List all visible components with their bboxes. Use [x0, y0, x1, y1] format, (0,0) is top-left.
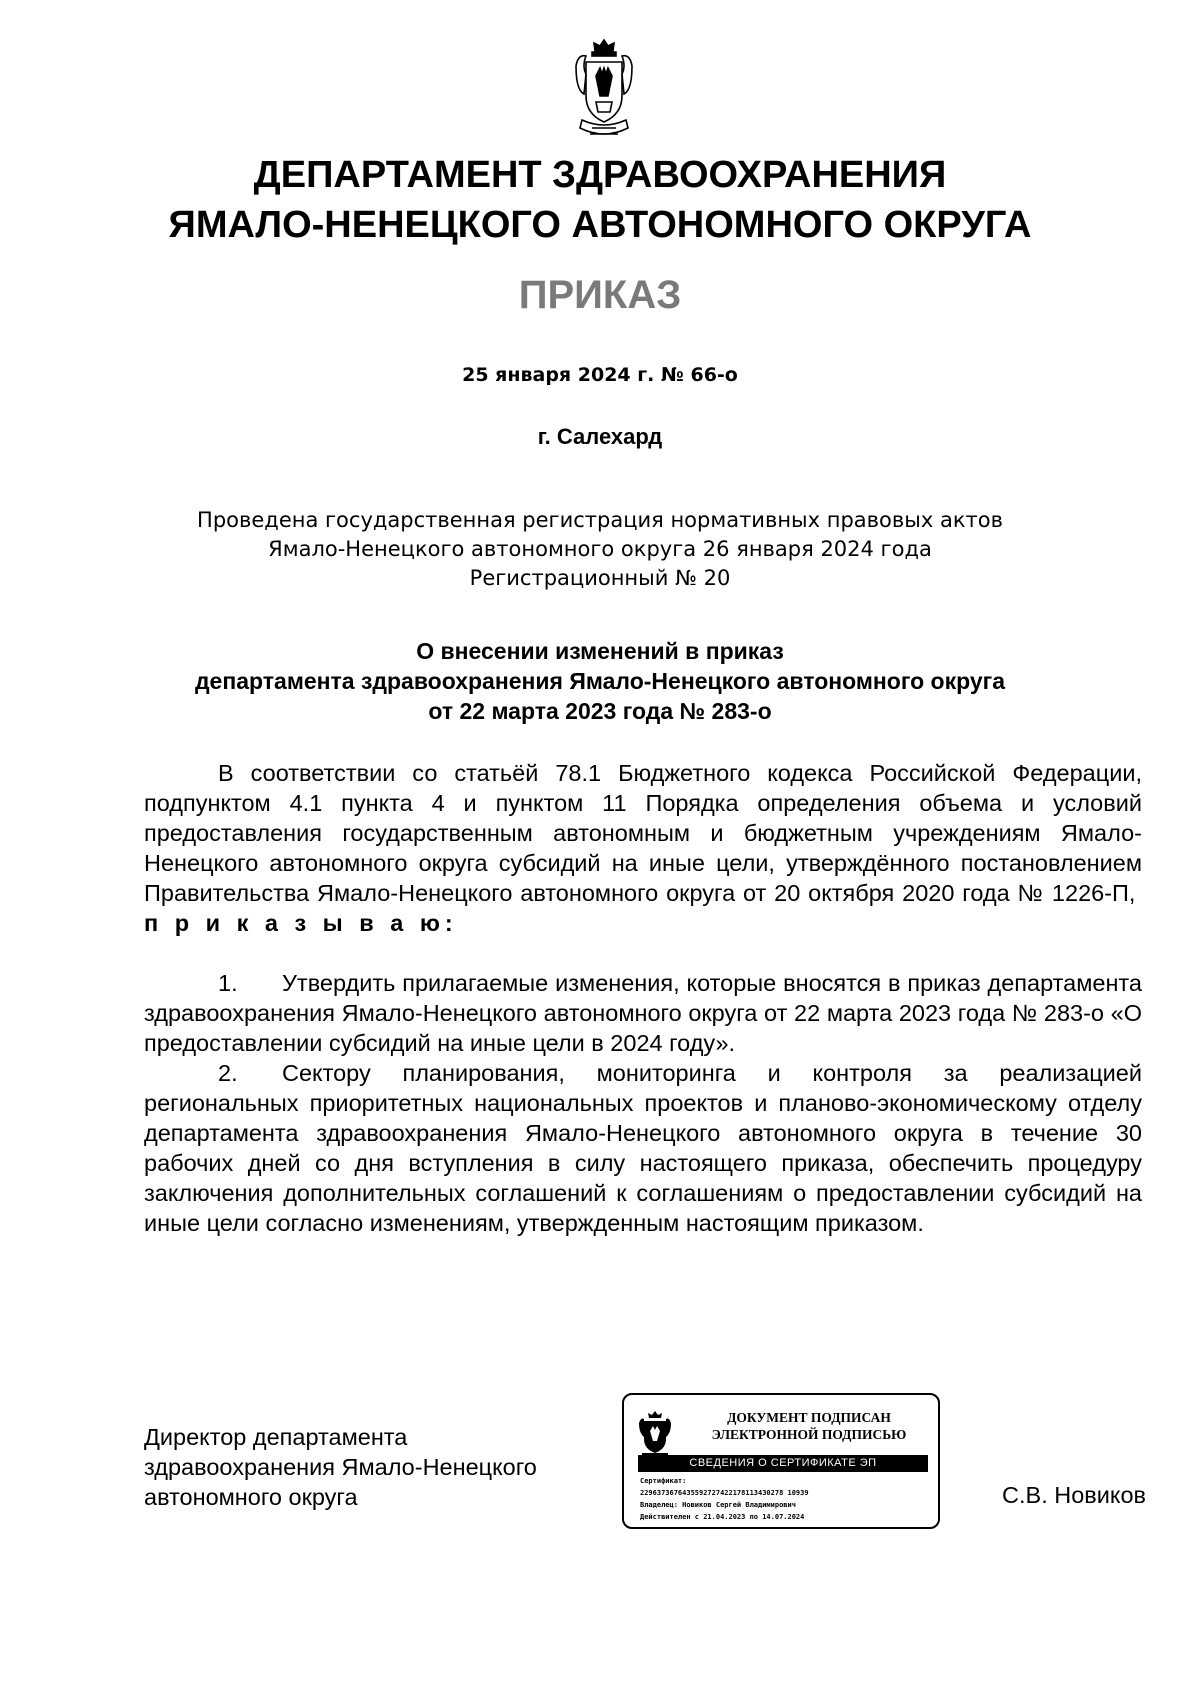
stamp-certificate-bar: СВЕДЕНИЯ О СЕРТИФИКАТЕ ЭП	[638, 1455, 928, 1472]
order-items	[144, 968, 1142, 1238]
document-type: ПРИКАЗ	[518, 273, 682, 317]
department-title-line1: ДЕПАРТАМЕНТ ЗДРАВООХРАНЕНИЯ	[253, 154, 947, 196]
stamp-certificate-label: Сертификат:	[640, 1477, 687, 1485]
order-item-text: Сектору планирования, мониторинга и контроля за реализацией региональных приоритетных национальных проектов и планово-экономическому отделу департамента здравоохранения Ямало-Ненецкого автономного округа в течение 30 рабочих дней со дня вступления в силу настоящего приказа, обеспечить процедуру заключения дополнительных соглашений к соглашениям о предоставлении субсидий на иные цели согласно изменениям, утвержденным настоящим приказом.	[144, 1060, 1142, 1236]
order-item-text: Утвердить прилагаемые изменения, которые вносятся в приказ департамента здравоохранения Ямало-Ненецкого автономного округа от 22 марта 2023 года № 283-о «О предоставлении субсидий на иные цели в 2024 году».	[144, 970, 1142, 1056]
registration-line2: Ямало-Ненецкого автономного округа 26 января 2024 года	[268, 537, 932, 561]
order-date-number: 25 января 2024 г. № 66-о	[462, 364, 738, 386]
stamp-validity: Действителен с 21.04.2023 по 14.07.2024	[640, 1513, 805, 1521]
stamp-title-line2: ЭЛЕКТРОННОЙ ПОДПИСЬЮ	[711, 1427, 907, 1442]
department-title	[0, 150, 1200, 250]
stamp-title	[684, 1409, 934, 1443]
registration-line1: Проведена государственная регистрация нормативных правовых актов	[197, 508, 1003, 532]
city: г. Салехард	[537, 424, 663, 449]
stamp-title-line1: ДОКУМЕНТ ПОДПИСАН	[727, 1410, 891, 1425]
stamp-certificate-details	[640, 1475, 932, 1523]
order-item	[144, 968, 1142, 1058]
registration-line3: Регистрационный № 20	[469, 566, 731, 590]
signer-position-line1: Директор департамента	[144, 1424, 408, 1450]
order-item-number: 2.	[218, 1060, 238, 1086]
order-subject	[0, 636, 1200, 726]
directive-word: п р и к а з ы в а ю:	[144, 910, 458, 936]
stamp-certificate-value: 2296373676435592727422178113430278 10939	[640, 1489, 809, 1497]
preamble-paragraph	[144, 758, 1142, 938]
electronic-signature-stamp	[622, 1393, 940, 1529]
department-title-line2: ЯМАЛО-НЕНЕЦКОГО АВТОНОМНОГО ОКРУГА	[168, 204, 1032, 246]
order-item-number: 1.	[218, 970, 238, 996]
preamble-text: В соответствии со статьёй 78.1 Бюджетного кодекса Российской Федерации, подпунктом 4.1 пункта 4 и пунктом 11 Порядка определения объема и условий предоставления государственным автономным и бюджетным учреждениям Ямало-Ненецкого автономного округа субсидий на иные цели, утверждённого постановлением Правительства Ямало-Ненецкого автономного округа от 20 октября 2020 года № 1226-П,	[144, 760, 1142, 906]
subject-line3: от 22 марта 2023 года № 283-о	[428, 698, 772, 724]
signer-position-line3: автономного округа	[144, 1484, 358, 1510]
signer-position-line2: здравоохранения Ямало-Ненецкого	[144, 1454, 537, 1480]
order-item	[144, 1058, 1142, 1238]
preamble	[144, 758, 1142, 938]
subject-line1: О внесении изменений в приказ	[416, 638, 784, 664]
coat-of-arms-icon	[572, 36, 636, 140]
registration-note	[0, 506, 1200, 593]
signer-position	[144, 1422, 537, 1512]
subject-line2: департамента здравоохранения Ямало-Ненецкого автономного округа	[194, 668, 1006, 694]
signer-name: С.В. Новиков	[1002, 1482, 1146, 1508]
stamp-owner: Владелец: Новиков Сергей Владимирович	[640, 1501, 796, 1509]
coat-of-arms-icon	[638, 1409, 672, 1457]
